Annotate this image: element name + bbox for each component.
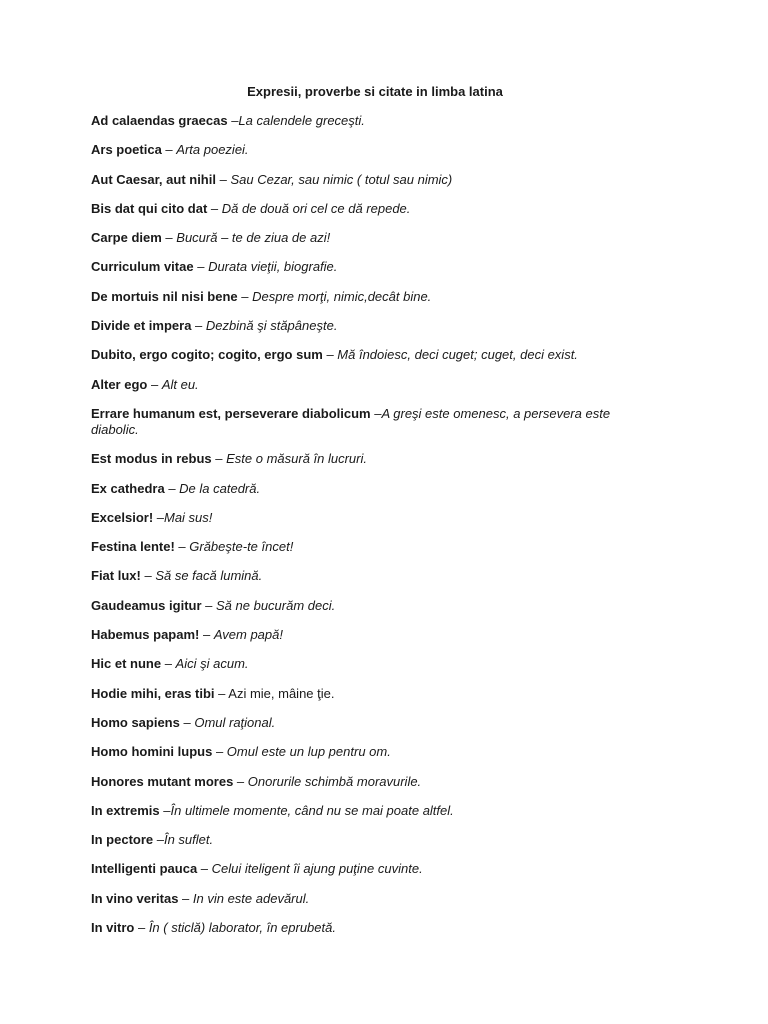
romanian-translation: Aici şi acum. [175,656,249,672]
dash-separator: – [161,142,177,158]
latin-expression: Hic et nune [91,656,162,672]
romanian-translation: Arta poeziei. [176,142,249,158]
romanian-translation: Sau Cezar, sau nimic ( totul sau nimic) [230,171,453,187]
latin-expression: In vitro [91,920,135,936]
latin-expression: Ad calaendas graecas [91,113,228,128]
romanian-translation: În ultimele momente, când nu se mai poate altfel. [170,802,454,818]
expression-entry [91,715,651,731]
latin-expression: Ex cathedra [91,480,165,496]
romanian-translation: Omul raţional. [194,714,276,730]
expression-entry [91,172,651,188]
expression-entry [91,347,651,363]
dash-separator: – [212,744,227,760]
dash-separator: – [191,318,206,334]
dash-separator: – [179,714,195,730]
latin-expression: Habemus papam! [91,627,200,643]
romanian-translation: Mai sus! [164,509,213,525]
dash-separator: – [153,509,164,525]
dash-separator: – [153,832,164,848]
romanian-translation: Mă îndoiesc, deci cuget; cuget, deci exist. [337,347,578,363]
expression-entry [91,289,651,305]
latin-expression: Dubito, ergo cogito; cogito, ergo sum [91,347,323,363]
expression-list [91,113,651,936]
expression-entry [91,568,651,584]
romanian-translation: Să ne bucurăm deci. [216,597,336,613]
expression-entry [91,406,651,438]
expression-entry [91,686,651,702]
dash-separator: – [193,259,209,275]
romanian-translation: Azi mie, mâine ţie. [228,685,335,701]
dash-separator: – [227,113,239,128]
expression-entry [91,832,651,848]
latin-expression: In vino veritas [91,890,179,906]
latin-expression: Homo homini lupus [91,744,213,760]
dash-separator: – [211,451,227,467]
dash-separator: – [161,230,177,246]
latin-expression: Hodie mihi, eras tibi [91,685,215,701]
romanian-translation: Avem papă! [213,627,283,643]
romanian-translation: La calendele greceşti. [238,113,365,128]
latin-expression: Divide et impera [91,318,192,334]
dash-separator: – [140,568,156,584]
latin-expression: Homo sapiens [91,714,180,730]
expression-entry [91,481,651,497]
dash-separator: – [161,656,176,672]
romanian-translation: Despre morţi, nimic,decât bine. [252,288,432,304]
expression-entry [91,744,651,760]
dash-separator: – [134,920,149,936]
dash-separator: – [370,405,382,421]
dash-separator: – [147,376,162,392]
expression-entry [91,142,651,158]
expression-entry [91,861,651,877]
expression-entry [91,539,651,555]
latin-expression: Excelsior! [91,509,154,525]
romanian-translation: În ( sticlă) laborator, în eprubetă. [148,920,336,936]
latin-expression: De mortuis nil nisi bene [91,288,238,304]
expression-entry [91,920,651,936]
expression-entry [91,656,651,672]
latin-expression: Est modus in rebus [91,451,212,467]
latin-expression: Gaudeamus igitur [91,597,202,613]
romanian-translation: Să se facă lumină. [155,568,263,584]
romanian-translation: Grăbeşte-te încet! [189,539,294,555]
romanian-translation: Dezbină şi stăpâneşte. [205,318,338,334]
dash-separator: – [233,773,248,789]
latin-expression: Ars poetica [91,142,162,158]
dash-separator: – [214,685,229,701]
romanian-translation: În suflet. [163,832,214,848]
romanian-translation: Durata vieţii, biografie. [208,259,338,275]
document-page [91,84,651,949]
dash-separator: – [174,539,190,555]
latin-expression: In extremis [91,802,160,818]
dash-separator: – [178,890,193,906]
dash-separator: – [207,200,222,216]
romanian-translation: Onorurile schimbă moravurile. [247,773,422,789]
latin-expression: Aut Caesar, aut nihil [91,171,216,187]
dash-separator: – [322,347,338,363]
expression-entry [91,113,651,129]
expression-entry [91,201,651,217]
expression-entry [91,891,651,907]
latin-expression: In pectore [91,832,154,848]
romanian-translation: Omul este un lup pentru om. [226,744,391,760]
expression-entry [91,598,651,614]
romanian-translation: Celui iteligent îi ajung puţine cuvinte. [211,861,423,877]
dash-separator: – [215,171,231,187]
latin-expression: Fiat lux! [91,568,141,584]
expression-entry [91,774,651,790]
latin-expression: Festina lente! [91,539,175,555]
expression-entry [91,627,651,643]
dash-separator: – [164,480,180,496]
latin-expression: Carpe diem [91,230,162,246]
latin-expression: Intelligenti pauca [91,861,198,877]
romanian-translation: Este o măsură în lucruri. [226,451,367,467]
romanian-translation: Alt eu. [161,376,199,392]
latin-expression: Alter ego [91,376,148,392]
romanian-translation: De la catedră. [179,480,261,496]
dash-separator: – [237,288,253,304]
expression-entry [91,803,651,819]
romanian-translation: In vin este adevărul. [192,890,310,906]
dash-separator: – [199,627,214,643]
dash-separator: – [197,861,212,877]
romanian-translation: A greşi este omenesc, a persevera este diabolic. [91,405,611,437]
expression-entry [91,259,651,275]
romanian-translation: Dă de două ori cel ce dă repede. [221,200,411,216]
latin-expression: Errare humanum est, perseverare diabolicum [91,405,371,421]
expression-entry [91,451,651,467]
expression-entry [91,230,651,246]
latin-expression: Curriculum vitae [91,259,194,275]
latin-expression: Bis dat qui cito dat [91,200,208,216]
romanian-translation: Bucură – te de ziua de azi! [176,230,331,246]
expression-entry [91,377,651,393]
expression-entry [91,510,651,526]
dash-separator: – [159,802,171,818]
dash-separator: – [201,597,216,613]
latin-expression: Honores mutant mores [91,773,234,789]
document-title: Expresii, proverbe si citate in limba latina [247,84,503,99]
expression-entry [91,318,651,334]
